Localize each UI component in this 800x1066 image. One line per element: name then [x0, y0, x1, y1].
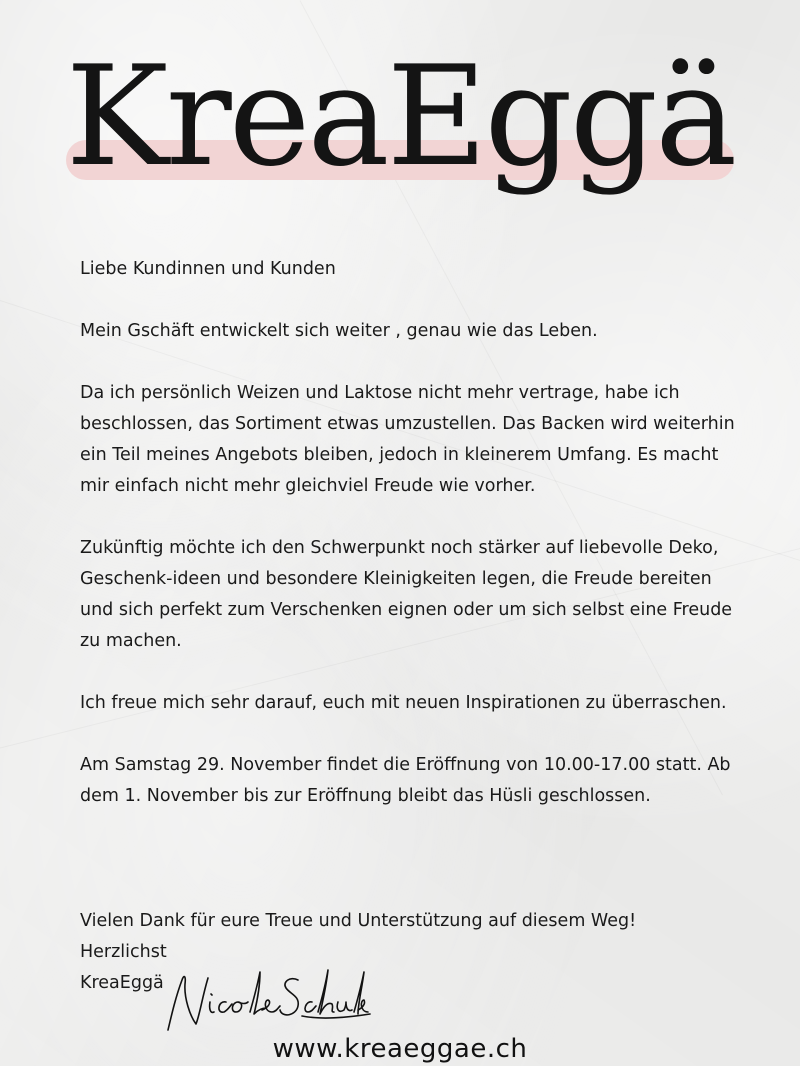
letter-body [80, 254, 740, 812]
letter-paragraph: Zukünftig möchte ich den Schwerpunkt noch stärker auf liebevolle Deko, Geschenk-ideen und besondere Kleinigkeiten legen, die Freude bereiten und sich perfekt zum Verschenken eignen oder um sich selbst eine Freude zu machen. [80, 538, 733, 651]
letter-paragraph: Mein Gschäft entwickelt sich weiter , genau wie das Leben. [80, 321, 598, 341]
letterhead [0, 36, 800, 240]
thanks-line: Vielen Dank für eure Treue und Unterstützung auf diesem Weg! [80, 911, 637, 931]
letter-paragraph: Ich freue mich sehr darauf, euch mit neuen Inspirationen zu überraschen. [80, 693, 727, 713]
brand-title: KreaEggä [65, 36, 735, 197]
business-name: KreaEggä [80, 973, 164, 993]
closing-line: Herzlichst [80, 942, 167, 962]
letter-paragraph: Am Samstag 29. November findet die Eröffnung von 10.00-17.00 statt. Ab dem 1. November bis zur Eröffnung bleibt das Hüsli geschlossen. [80, 755, 731, 806]
website-url: www.kreaeggae.ch [272, 1034, 528, 1064]
letter-paragraph: Da ich persönlich Weizen und Laktose nicht mehr vertrage, habe ich beschlossen, das Sortiment etwas umzustellen. Das Backen wird weiterhin ein Teil meines Angebots bleiben, jedoch in kleinerem Umfang. Es macht mir einfach nicht mehr gleichviel Freude wie vorher. [80, 383, 735, 496]
letter-greeting: Liebe Kundinnen und Kunden [80, 259, 336, 279]
handwritten-signature [162, 958, 372, 1038]
